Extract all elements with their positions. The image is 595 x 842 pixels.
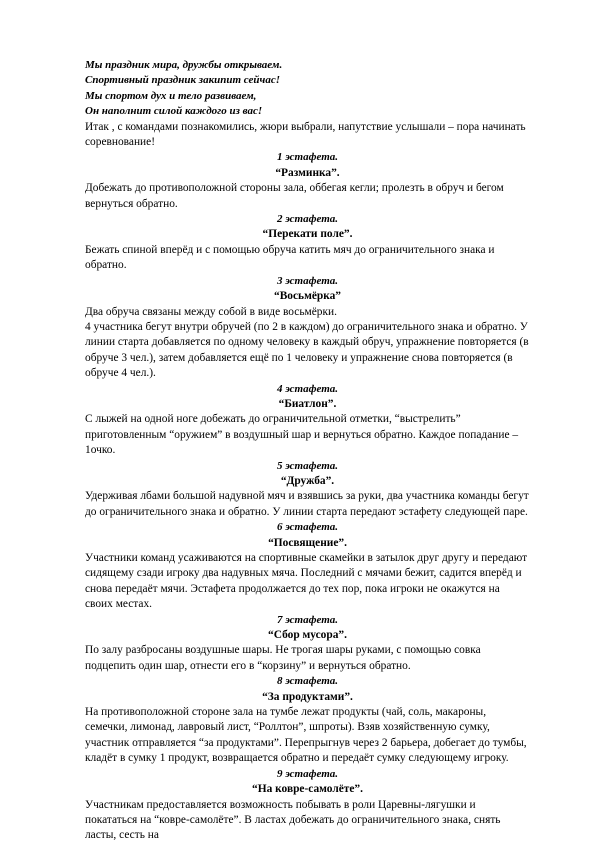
document-body xyxy=(85,58,530,842)
poem-line: Мы спортом дух и тело развиваем, xyxy=(85,89,257,102)
relay-title: “Посвящение”. xyxy=(268,536,347,549)
relay-description: Участникам предоставляется возможность побывать в роли Царевны-лягушки и покататься на “ковре-самолёте”. В ластах добежать до ограничительного знака, снять ласты, сесть на xyxy=(85,798,501,842)
relay-number: 2 эстафета. xyxy=(276,213,339,226)
relay-number: 1 эстафета. xyxy=(276,151,339,164)
relay-description: 4 участника бегут внутри обручей (по 2 в каждом) до ограничительного знака и обратно. У линии старта добавляется по одному человеку в каждый обруч, упражнение повторяется (в обруче 3 чел.), затем добавляется ещё по 1 человеку и упражнение снова повторяется (в обруче 4 чел.). xyxy=(85,320,529,380)
relay-number: 4 эстафета. xyxy=(276,382,339,395)
relay-title: “Дружба”. xyxy=(280,474,335,487)
relay-number: 8 эстафета. xyxy=(276,675,339,688)
relay-title: “Сбор мусора”. xyxy=(268,629,347,642)
relay-title: “Перекати поле”. xyxy=(262,228,353,241)
relay-description: По залу разбросаны воздушные шары. Не трогая шары руками, с помощью совка подцепить один шар, отнести его в “корзину” и вернуться обратно. xyxy=(85,644,481,672)
relay-title: “Восьмёрка” xyxy=(274,290,341,303)
relay-number: 7 эстафета. xyxy=(276,613,339,626)
relay-title: “Биатлон”. xyxy=(278,397,337,410)
relay-title: “На ковре-самолёте”. xyxy=(252,783,363,796)
relay-title: “За продуктами”. xyxy=(262,690,353,703)
poem-line: Спортивный праздник закипит сейчас! xyxy=(85,74,280,87)
relay-number: 9 эстафета. xyxy=(276,767,339,780)
relay-description: Удерживая лбами большой надувной мяч и взявшись за руки, два участника команды бегут до ограничительного знака и обратно. У линии старта передают эстафету следующей паре. xyxy=(85,490,529,518)
poem-line: Он наполнит силой каждого из вас! xyxy=(85,105,263,118)
relay-description: Бежать спиной вперёд и с помощью обруча катить мяч до ограничительного знака и обратно. xyxy=(85,243,495,272)
relay-title: “Разминка”. xyxy=(275,166,340,179)
relay-description: С лыжей на одной ноге добежать до ограничительной отметки, “выстрелить” приготовленным “оружием” в воздушный шар и вернуться обратно. Каждое попадание – 1очко. xyxy=(85,413,519,457)
relay-number: 5 эстафета. xyxy=(276,459,339,472)
poem-line: Мы праздник мира, дружбы открываем. xyxy=(85,59,283,71)
relay-number: 3 эстафета. xyxy=(276,274,339,287)
relay-description: Добежать до противоположной стороны зала, оббегая кегли; пролезть в обруч и бегом вернуться обратно. xyxy=(85,182,504,210)
relay-description: Участники команд усаживаются на спортивные скамейки в затылок друг другу и передают сидящему сзади игроку два надувных мяча. Последний с мячами бежит, садится вперёд и снова передаёт мячи. Эстафета продолжается до тех пор, пока игроки не окажутся на своих местах. xyxy=(85,552,528,611)
relay-description: Два обруча связаны между собой в виде восьмёрки. xyxy=(85,305,337,318)
relay-number: 6 эстафета. xyxy=(276,521,339,534)
relay-description: На противоположной стороне зала на тумбе лежат продукты (чай, соль, макароны, семечки, лимонад, лавровый лист, “Роллтон”, шпроты). Взяв хозяйственную сумку, участник отправляется “за продуктами”. Перепрыгнув через 2 барьера, добегает до тумбы, кладёт в сумку 1 продукт, возвращается обратно и передаёт сумку следующему игроку. xyxy=(85,706,527,765)
opening-poem xyxy=(85,58,530,120)
intro-paragraph: Итак , с командами познакомились, жюри выбрали, напутствие услышали – пора начинать соревнование! xyxy=(85,120,526,149)
